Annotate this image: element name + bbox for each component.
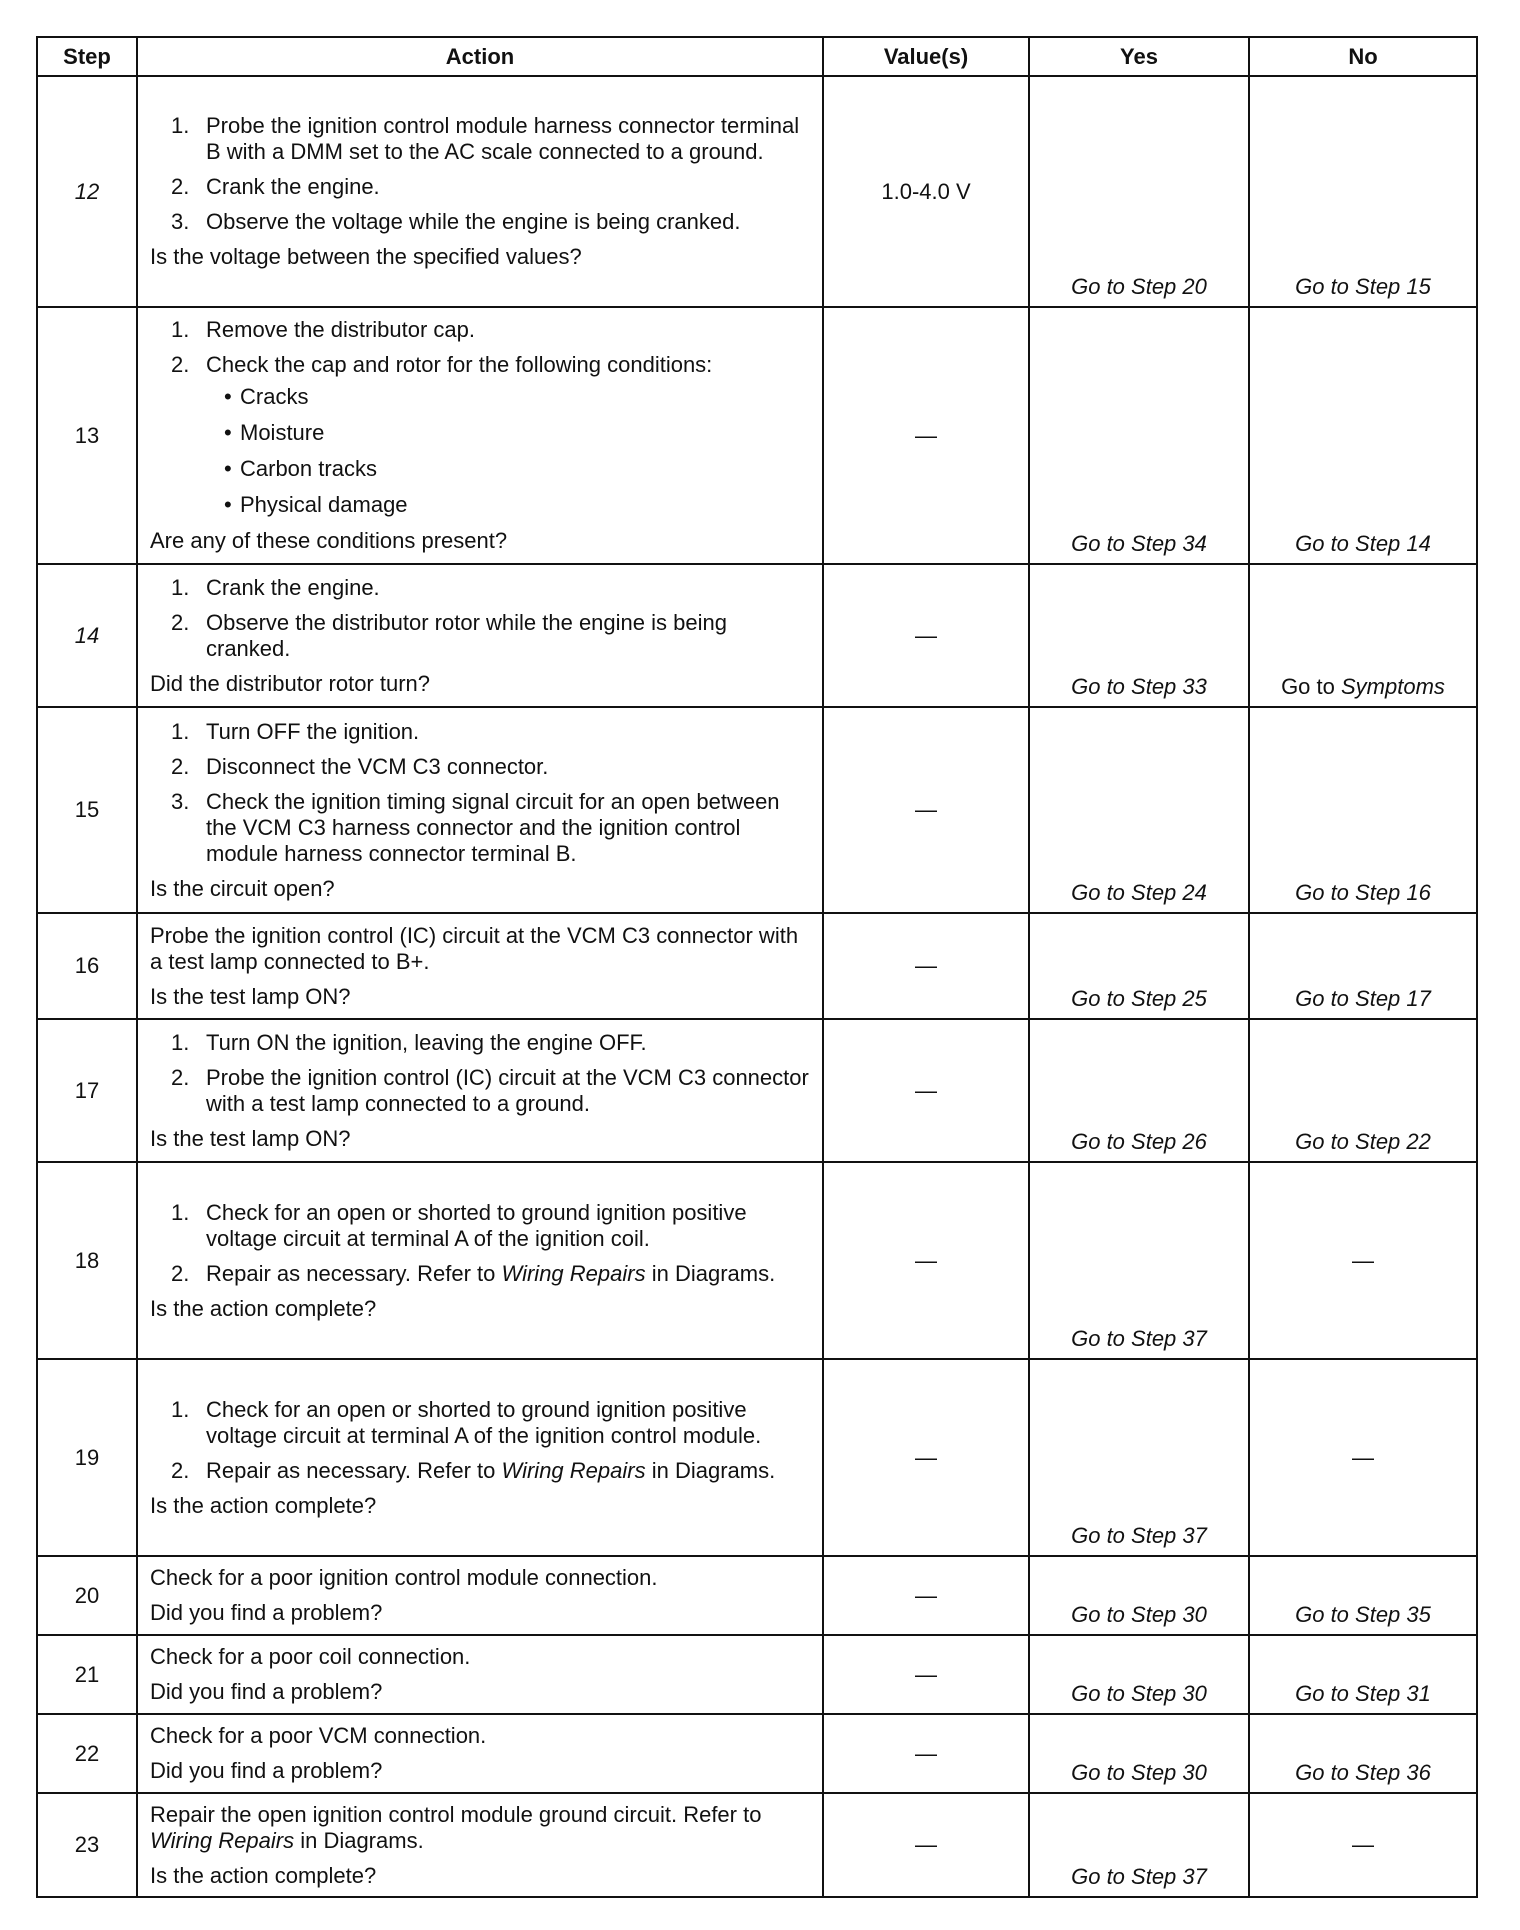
- action-steps: [150, 317, 810, 518]
- yes-link[interactable]: Go to Step 37: [1029, 1359, 1249, 1556]
- header-values: Value(s): [823, 37, 1029, 76]
- yes-link[interactable]: Go to Step 26: [1029, 1019, 1249, 1162]
- action-cell: [137, 1162, 823, 1359]
- action-item: 1. Probe the ignition control module harness connector terminal B with a DMM set to the AC scale connected to a ground.: [171, 113, 800, 164]
- no-link[interactable]: Go to Symptoms: [1249, 564, 1477, 707]
- value-cell: —: [823, 1635, 1029, 1714]
- value-cell: —: [823, 1793, 1029, 1897]
- table-row-step-12: [37, 76, 1477, 307]
- condition-list: [206, 384, 810, 518]
- action-item: 2. Observe the distributor rotor while the engine is being cranked.: [171, 609, 727, 661]
- step-number: 22: [37, 1714, 137, 1793]
- action-cell: [137, 307, 823, 564]
- step-number: 19: [37, 1359, 137, 1556]
- diagnostic-table: [36, 36, 1478, 1898]
- yes-link[interactable]: Go to Step 33: [1029, 564, 1249, 707]
- action-item: 2. Disconnect the VCM C3 connector.: [171, 753, 549, 779]
- no-link[interactable]: Go to Step 15: [1249, 76, 1477, 307]
- action-item: 3. Check the ignition timing signal circuit for an open between the VCM C3 harness connector and the ignition control module harness connector terminal B.: [171, 788, 780, 866]
- action-cell: [137, 1635, 823, 1714]
- table-row-step-20: [37, 1556, 1477, 1635]
- no-link[interactable]: Go to Step 14: [1249, 307, 1477, 564]
- action-question: Are any of these conditions present?: [150, 528, 508, 553]
- action-item: 2. Repair as necessary. Refer to Wiring Repairs in Diagrams.: [171, 1457, 776, 1483]
- step-number: 21: [37, 1635, 137, 1714]
- action-cell: [137, 1793, 823, 1897]
- action-cell: [137, 1714, 823, 1793]
- header-step: Step: [37, 37, 137, 76]
- step-number: 15: [37, 707, 137, 913]
- header-action: Action: [137, 37, 823, 76]
- action-question: Did you find a problem?: [150, 1679, 383, 1704]
- step-number: 18: [37, 1162, 137, 1359]
- yes-link[interactable]: Go to Step 30: [1029, 1714, 1249, 1793]
- action-steps: [150, 1397, 810, 1484]
- table-row-step-21: [37, 1635, 1477, 1714]
- yes-link[interactable]: Go to Step 24: [1029, 707, 1249, 913]
- action-cell: [137, 564, 823, 707]
- no-link[interactable]: Go to Step 16: [1249, 707, 1477, 913]
- action-steps: [150, 575, 810, 662]
- action-item: 2. Probe the ignition control (IC) circuit at the VCM C3 connector with a test lamp connected to a ground.: [171, 1064, 809, 1116]
- header-yes: Yes: [1029, 37, 1249, 76]
- value-cell: —: [823, 1556, 1029, 1635]
- step-number: 13: [37, 307, 137, 564]
- step-number: 23: [37, 1793, 137, 1897]
- action-steps: [150, 1200, 810, 1287]
- action-item: 1. Turn OFF the ignition.: [171, 718, 420, 744]
- action-cell: [137, 913, 823, 1019]
- table-row-step-18: [37, 1162, 1477, 1359]
- action-item: 1. Turn ON the ignition, leaving the engine OFF.: [171, 1029, 647, 1055]
- step-number: 17: [37, 1019, 137, 1162]
- value-cell: —: [823, 307, 1029, 564]
- no-link[interactable]: Go to Step 22: [1249, 1019, 1477, 1162]
- step-number: 12: [37, 76, 137, 307]
- no-link[interactable]: Go to Step 31: [1249, 1635, 1477, 1714]
- action-question: Is the test lamp ON?: [150, 1125, 351, 1151]
- action-text: Check for a poor ignition control module connection.: [150, 1565, 658, 1590]
- table-row-step-23: [37, 1793, 1477, 1897]
- header-row: [37, 37, 1477, 76]
- table-row-step-16: [37, 913, 1477, 1019]
- no-value: —: [1249, 1359, 1477, 1556]
- yes-link[interactable]: Go to Step 20: [1029, 76, 1249, 307]
- action-question: Is the action complete?: [150, 1295, 377, 1321]
- step-number: 16: [37, 913, 137, 1019]
- yes-link[interactable]: Go to Step 30: [1029, 1556, 1249, 1635]
- action-text: Repair the open ignition control module ground circuit. Refer to Wiring Repairs in Diagrams.: [150, 1801, 762, 1853]
- action-question: Is the action complete?: [150, 1862, 377, 1888]
- action-item: 1. Remove the distributor cap.: [171, 317, 476, 342]
- no-link[interactable]: Go to Step 17: [1249, 913, 1477, 1019]
- action-item: 2. Repair as necessary. Refer to Wiring Repairs in Diagrams.: [171, 1260, 776, 1286]
- action-cell: [137, 76, 823, 307]
- condition-item: • Physical damage: [224, 492, 408, 517]
- action-text: Check for a poor VCM connection.: [150, 1723, 487, 1748]
- action-question: Is the circuit open?: [150, 875, 335, 901]
- step-number: 14: [37, 564, 137, 707]
- condition-item: • Carbon tracks: [224, 456, 377, 481]
- table-row-step-17: [37, 1019, 1477, 1162]
- action-steps: [150, 113, 810, 235]
- action-item: 1. Check for an open or shorted to ground ignition positive voltage circuit at terminal A of the ignition control module.: [171, 1396, 762, 1448]
- action-item: 2. Check the cap and rotor for the following conditions: • Cracks • Moisture • Carbon tracks • Physical damage: [150, 352, 810, 518]
- action-cell: [137, 1556, 823, 1635]
- condition-item: • Moisture: [224, 420, 325, 445]
- action-item: 3. Observe the voltage while the engine is being cranked.: [171, 209, 741, 234]
- action-item: 1. Crank the engine.: [171, 574, 380, 600]
- no-value: —: [1249, 1162, 1477, 1359]
- action-question: Is the voltage between the specified values?: [150, 244, 582, 269]
- action-cell: [137, 707, 823, 913]
- no-value: —: [1249, 1793, 1477, 1897]
- value-cell: —: [823, 707, 1029, 913]
- yes-link[interactable]: Go to Step 37: [1029, 1793, 1249, 1897]
- action-item: 2. Crank the engine.: [171, 174, 380, 199]
- action-steps: [150, 1030, 810, 1117]
- action-question: Did you find a problem?: [150, 1600, 383, 1625]
- diagnostic-table-sheet: [36, 36, 1476, 1898]
- action-question: Is the action complete?: [150, 1492, 377, 1518]
- value-cell: —: [823, 913, 1029, 1019]
- action-question: Is the test lamp ON?: [150, 983, 351, 1009]
- value-cell: —: [823, 1359, 1029, 1556]
- action-text: Probe the ignition control (IC) circuit at the VCM C3 connector with a test lamp connected to B+.: [150, 922, 799, 974]
- step-number: 20: [37, 1556, 137, 1635]
- action-question: Did you find a problem?: [150, 1758, 383, 1783]
- table-row-step-13: [37, 307, 1477, 564]
- no-link[interactable]: Go to Step 36: [1249, 1714, 1477, 1793]
- header-no: No: [1249, 37, 1477, 76]
- yes-link[interactable]: Go to Step 34: [1029, 307, 1249, 564]
- table-row-step-19: [37, 1359, 1477, 1556]
- table-row-step-14: [37, 564, 1477, 707]
- value-cell: —: [823, 1162, 1029, 1359]
- value-cell: —: [823, 564, 1029, 707]
- action-cell: [137, 1359, 823, 1556]
- yes-link[interactable]: Go to Step 30: [1029, 1635, 1249, 1714]
- yes-link[interactable]: Go to Step 25: [1029, 913, 1249, 1019]
- action-steps: [150, 719, 810, 867]
- table-row-step-22: [37, 1714, 1477, 1793]
- value-cell: —: [823, 1714, 1029, 1793]
- action-text: Check for a poor coil connection.: [150, 1644, 471, 1669]
- condition-item: • Cracks: [224, 384, 309, 409]
- yes-link[interactable]: Go to Step 37: [1029, 1162, 1249, 1359]
- action-question: Did the distributor rotor turn?: [150, 670, 431, 696]
- action-item: 1. Check for an open or shorted to ground ignition positive voltage circuit at terminal A of the ignition coil.: [171, 1199, 747, 1251]
- action-cell: [137, 1019, 823, 1162]
- value-cell: —: [823, 1019, 1029, 1162]
- value-cell: 1.0-4.0 V: [823, 76, 1029, 307]
- no-link[interactable]: Go to Step 35: [1249, 1556, 1477, 1635]
- table-row-step-15: [37, 707, 1477, 913]
